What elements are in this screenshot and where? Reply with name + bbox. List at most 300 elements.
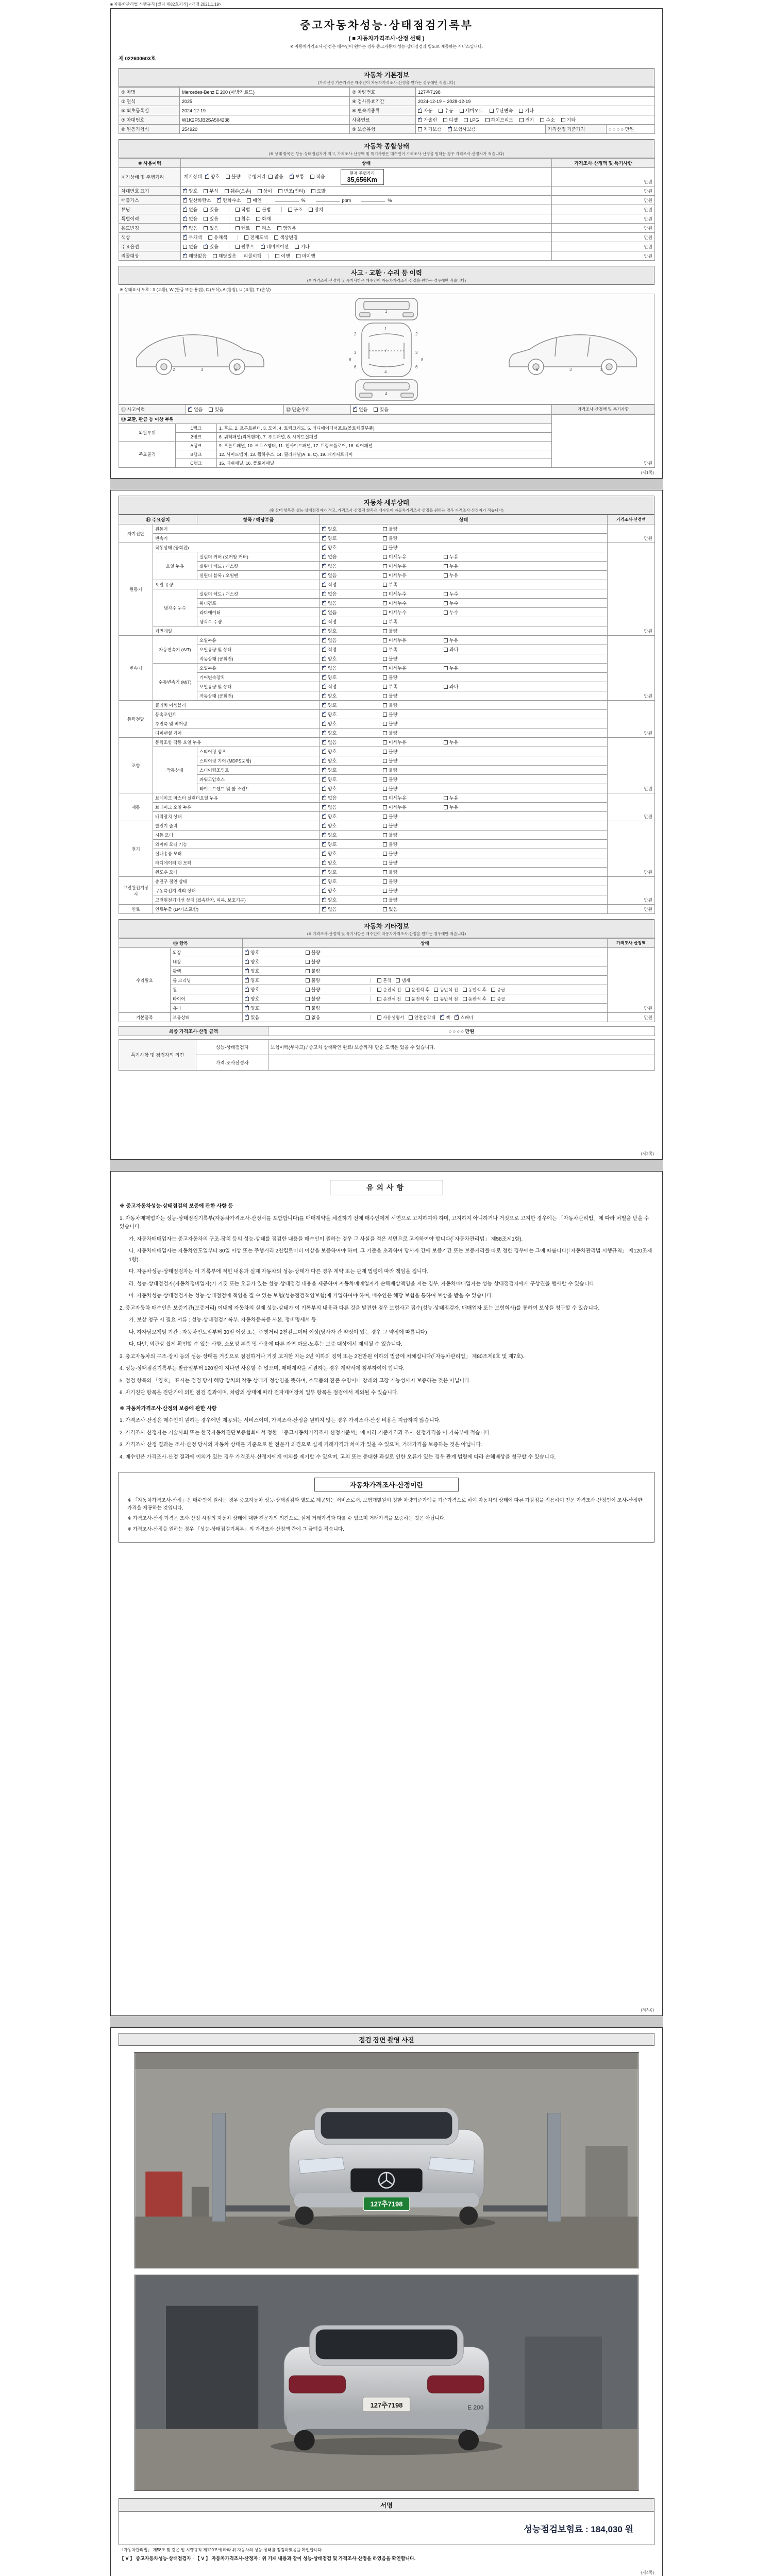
checkbox[interactable] <box>383 824 387 828</box>
checkbox[interactable] <box>322 879 326 884</box>
option-미세누유[interactable] <box>383 637 444 643</box>
option-있음[interactable] <box>204 207 218 212</box>
option-양호[interactable] <box>322 711 383 718</box>
option-운전석 후[interactable] <box>406 996 429 1002</box>
checkbox[interactable] <box>377 1015 381 1020</box>
checkbox[interactable] <box>383 722 387 726</box>
checkbox[interactable] <box>383 787 387 791</box>
checkbox[interactable] <box>322 759 326 763</box>
checkbox[interactable] <box>444 796 448 800</box>
checkbox[interactable] <box>204 208 208 212</box>
checkbox[interactable] <box>463 988 467 992</box>
option-없음[interactable] <box>322 906 383 912</box>
checkbox[interactable] <box>383 740 387 744</box>
option-없음[interactable] <box>322 553 383 560</box>
option-영업용[interactable] <box>277 226 296 231</box>
checkbox[interactable] <box>183 198 187 202</box>
checkbox[interactable] <box>322 815 326 819</box>
option-불량[interactable] <box>383 869 444 875</box>
option-누유[interactable] <box>444 553 505 560</box>
checkbox[interactable] <box>460 109 464 113</box>
option-미세누유[interactable] <box>383 739 444 745</box>
option-동반석 후[interactable] <box>463 987 486 992</box>
option-동반석 전[interactable] <box>434 996 458 1002</box>
option-리스[interactable] <box>256 226 271 231</box>
checkbox[interactable] <box>406 988 410 992</box>
option-불량[interactable] <box>383 544 444 551</box>
option-적정[interactable] <box>322 646 383 653</box>
option-침수[interactable] <box>236 216 250 222</box>
option-양호[interactable] <box>322 544 383 551</box>
checkbox[interactable] <box>322 546 326 550</box>
option-불량[interactable] <box>306 949 366 956</box>
checkbox[interactable] <box>485 118 490 122</box>
checkbox[interactable] <box>383 805 387 809</box>
checkbox[interactable] <box>418 109 422 113</box>
option-불량[interactable] <box>383 655 444 662</box>
option-전체도색[interactable] <box>244 235 268 240</box>
checkbox[interactable] <box>418 118 422 122</box>
checkbox[interactable] <box>275 254 279 258</box>
option-누수[interactable] <box>444 590 505 597</box>
checkbox[interactable] <box>383 583 387 587</box>
option-양호[interactable] <box>322 850 383 857</box>
checkbox[interactable] <box>245 960 249 964</box>
checkbox[interactable] <box>322 870 326 874</box>
blank-field[interactable] <box>316 197 340 202</box>
checkbox[interactable] <box>322 675 326 680</box>
checkbox[interactable] <box>491 997 495 1001</box>
option-자동[interactable] <box>418 108 432 113</box>
checkbox[interactable] <box>322 796 326 800</box>
checkbox[interactable] <box>245 951 249 955</box>
checkbox[interactable] <box>322 666 326 670</box>
option-불량[interactable] <box>383 535 444 541</box>
option-양호[interactable] <box>322 628 383 634</box>
checkbox[interactable] <box>519 118 524 122</box>
checkbox[interactable] <box>383 694 387 698</box>
checkbox[interactable] <box>247 198 251 202</box>
checkbox[interactable] <box>288 208 292 212</box>
checkbox[interactable] <box>306 988 310 992</box>
option-매연[interactable] <box>247 198 261 203</box>
option-무채색[interactable] <box>183 235 202 240</box>
checkbox[interactable] <box>277 226 281 230</box>
option-없음[interactable] <box>306 1014 366 1021</box>
checkbox[interactable] <box>322 638 326 642</box>
checkbox[interactable] <box>205 175 209 179</box>
option-양호[interactable] <box>245 995 306 1002</box>
checkbox[interactable] <box>383 611 387 615</box>
checkbox[interactable] <box>274 235 278 240</box>
checkbox[interactable] <box>322 750 326 754</box>
option-스패너[interactable] <box>455 1015 473 1020</box>
checkbox[interactable] <box>444 666 448 670</box>
checkbox[interactable] <box>296 254 300 258</box>
option-보통[interactable] <box>290 174 304 179</box>
checkbox[interactable] <box>204 217 208 221</box>
checkbox[interactable] <box>439 109 443 113</box>
checkbox[interactable] <box>306 978 310 982</box>
option-양호[interactable] <box>322 748 383 755</box>
checkbox[interactable] <box>383 796 387 800</box>
option-있음[interactable] <box>374 407 388 412</box>
checkbox[interactable] <box>383 777 387 782</box>
checkbox[interactable] <box>383 703 387 707</box>
checkbox[interactable] <box>374 408 378 412</box>
option-색상변경[interactable] <box>274 235 298 240</box>
checkbox[interactable] <box>322 573 326 578</box>
checkbox[interactable] <box>183 226 187 230</box>
option-불량[interactable] <box>383 702 444 708</box>
option-미세누유[interactable] <box>383 563 444 569</box>
option-누유[interactable] <box>444 804 505 810</box>
checkbox[interactable] <box>306 997 310 1001</box>
option-렌트[interactable] <box>236 226 250 231</box>
checkbox[interactable] <box>444 573 448 578</box>
option-불량[interactable] <box>306 977 366 984</box>
checkbox[interactable] <box>444 740 448 744</box>
option-누유[interactable] <box>444 563 505 569</box>
checkbox[interactable] <box>245 988 249 992</box>
checkbox[interactable] <box>306 1015 310 1020</box>
checkbox[interactable] <box>322 889 326 893</box>
checkbox[interactable] <box>383 555 387 559</box>
option-안전삼각대[interactable] <box>409 1015 435 1020</box>
option-없음[interactable] <box>322 637 383 643</box>
option-없음[interactable] <box>183 226 197 231</box>
checkbox[interactable] <box>209 408 213 412</box>
option-기타[interactable] <box>295 244 309 249</box>
checkbox[interactable] <box>322 861 326 865</box>
checkbox[interactable] <box>383 768 387 772</box>
option-없음[interactable] <box>322 794 383 801</box>
checkbox[interactable] <box>383 861 387 865</box>
option-운전석 전[interactable] <box>377 996 401 1002</box>
checkbox[interactable] <box>383 898 387 902</box>
checkbox[interactable] <box>213 254 217 258</box>
option-불량[interactable] <box>306 995 366 1002</box>
checkbox[interactable] <box>322 852 326 856</box>
checkbox[interactable] <box>245 1015 249 1020</box>
checkbox[interactable] <box>245 978 249 982</box>
checkbox[interactable] <box>444 555 448 559</box>
checkbox[interactable] <box>383 546 387 550</box>
option-양호[interactable] <box>322 767 383 773</box>
checkbox[interactable] <box>322 694 326 698</box>
checkbox[interactable] <box>306 1006 310 1010</box>
checkbox[interactable] <box>309 208 313 212</box>
option-부족[interactable] <box>383 581 444 588</box>
option-양호[interactable] <box>322 757 383 764</box>
option-미세누유[interactable] <box>383 794 444 801</box>
option-누수[interactable] <box>444 609 505 616</box>
option-탄화수소[interactable] <box>217 198 241 203</box>
checkbox[interactable] <box>226 175 230 179</box>
checkbox[interactable] <box>383 759 387 763</box>
option-불량[interactable] <box>383 526 444 532</box>
option-화재[interactable] <box>256 216 271 222</box>
option-불량[interactable] <box>383 878 444 885</box>
option-불량[interactable] <box>383 720 444 727</box>
checkbox[interactable] <box>322 777 326 782</box>
option-불량[interactable] <box>383 822 444 829</box>
option-양호[interactable] <box>322 859 383 866</box>
option-양호[interactable] <box>322 730 383 736</box>
option-양호[interactable] <box>245 958 306 965</box>
checkbox[interactable] <box>383 648 387 652</box>
checkbox[interactable] <box>322 842 326 846</box>
checkbox[interactable] <box>217 198 221 202</box>
option-양호[interactable] <box>322 720 383 727</box>
checkbox[interactable] <box>463 997 467 1001</box>
checkbox[interactable] <box>306 960 310 964</box>
option-상이[interactable] <box>258 189 272 194</box>
checkbox[interactable] <box>268 175 273 179</box>
option-미세누수[interactable] <box>383 590 444 597</box>
option-동반석 전[interactable] <box>434 987 458 992</box>
checkbox[interactable] <box>225 189 229 193</box>
checkbox[interactable] <box>183 208 187 212</box>
checkbox[interactable] <box>464 118 468 122</box>
checkbox[interactable] <box>322 685 326 689</box>
checkbox[interactable] <box>519 109 523 113</box>
option-불량[interactable] <box>383 748 444 755</box>
checkbox[interactable] <box>322 703 326 707</box>
checkbox[interactable] <box>383 657 387 661</box>
checkbox[interactable] <box>444 611 448 615</box>
checkbox[interactable] <box>434 997 438 1001</box>
option-양호[interactable] <box>322 535 383 541</box>
checkbox[interactable] <box>322 768 326 772</box>
option-세미오토[interactable] <box>460 108 483 113</box>
checkbox[interactable] <box>383 833 387 837</box>
option-네비게이션[interactable] <box>261 244 289 249</box>
checkbox[interactable] <box>322 722 326 726</box>
option-양호[interactable] <box>322 869 383 875</box>
checkbox[interactable] <box>353 408 357 412</box>
option-불량[interactable] <box>383 887 444 894</box>
checkbox[interactable] <box>204 226 208 230</box>
blank-field[interactable] <box>275 197 299 202</box>
option-기타[interactable] <box>561 117 576 123</box>
option-가솔린[interactable] <box>418 117 437 123</box>
option-부식[interactable] <box>204 189 218 194</box>
checkbox[interactable] <box>310 175 314 179</box>
checkbox[interactable] <box>455 1015 459 1020</box>
checkbox[interactable] <box>383 573 387 578</box>
checkbox[interactable] <box>383 592 387 596</box>
option-보험사보증[interactable] <box>448 127 476 132</box>
checkbox[interactable] <box>322 648 326 652</box>
option-이행[interactable] <box>275 253 290 259</box>
option-양호[interactable] <box>322 692 383 699</box>
checkbox[interactable] <box>322 740 326 744</box>
option-일산화탄소[interactable] <box>183 198 211 203</box>
option-없음[interactable] <box>322 590 383 597</box>
option-응급[interactable] <box>491 987 505 992</box>
option-적정[interactable] <box>322 618 383 625</box>
option-과다[interactable] <box>444 646 505 653</box>
option-많음[interactable] <box>268 174 283 179</box>
option-양호[interactable] <box>322 702 383 708</box>
option-양호[interactable] <box>245 1005 306 1011</box>
option-있음[interactable] <box>209 407 223 412</box>
option-불량[interactable] <box>383 859 444 866</box>
checkbox[interactable] <box>383 536 387 540</box>
option-불량[interactable] <box>383 757 444 764</box>
option-냄새[interactable] <box>396 978 410 983</box>
checkbox[interactable] <box>256 226 260 230</box>
option-해당없음[interactable] <box>183 253 207 259</box>
option-흔적[interactable] <box>377 978 391 983</box>
option-있음[interactable] <box>383 906 444 912</box>
checkbox[interactable] <box>383 842 387 846</box>
option-없음[interactable] <box>183 244 197 249</box>
checkbox[interactable] <box>377 978 381 982</box>
option-적정[interactable] <box>322 581 383 588</box>
option-미세누유[interactable] <box>383 665 444 671</box>
option-도말[interactable] <box>311 189 326 194</box>
option-있음[interactable] <box>204 244 218 249</box>
checkbox[interactable] <box>245 969 249 973</box>
blank-field[interactable] <box>361 197 385 202</box>
checkbox[interactable] <box>444 685 448 689</box>
option-미이행[interactable] <box>296 253 315 259</box>
option-없음[interactable] <box>322 600 383 606</box>
checkbox[interactable] <box>183 245 187 249</box>
checkbox[interactable] <box>322 787 326 791</box>
checkbox[interactable] <box>377 997 381 1001</box>
option-양호[interactable] <box>205 174 220 179</box>
checkbox[interactable] <box>244 235 248 240</box>
option-미세누유[interactable] <box>383 804 444 810</box>
option-기타[interactable] <box>519 108 533 113</box>
checkbox[interactable] <box>448 127 452 131</box>
checkbox[interactable] <box>306 951 310 955</box>
checkbox[interactable] <box>322 833 326 837</box>
checkbox[interactable] <box>383 685 387 689</box>
option-양호[interactable] <box>322 841 383 848</box>
checkbox[interactable] <box>322 536 326 540</box>
option-없음[interactable] <box>183 207 197 212</box>
checkbox[interactable] <box>444 564 448 568</box>
checkbox[interactable] <box>183 189 187 193</box>
option-과다[interactable] <box>444 683 505 690</box>
option-LPG[interactable] <box>464 117 479 123</box>
option-미세누유[interactable] <box>383 572 444 579</box>
option-불량[interactable] <box>383 832 444 838</box>
checkbox[interactable] <box>236 245 240 249</box>
option-누유[interactable] <box>444 794 505 801</box>
option-양호[interactable] <box>322 655 383 662</box>
option-불량[interactable] <box>383 776 444 783</box>
checkbox[interactable] <box>434 988 438 992</box>
checkbox[interactable] <box>322 907 326 911</box>
option-없음[interactable] <box>353 407 367 412</box>
checkbox[interactable] <box>396 978 400 982</box>
option-없음[interactable] <box>322 563 383 569</box>
checkbox[interactable] <box>322 620 326 624</box>
option-구조[interactable] <box>288 207 303 212</box>
option-없음[interactable] <box>322 665 383 671</box>
checkbox[interactable] <box>383 620 387 624</box>
checkbox[interactable] <box>306 969 310 973</box>
option-운전석 후[interactable] <box>406 987 429 992</box>
option-부족[interactable] <box>383 618 444 625</box>
checkbox[interactable] <box>322 583 326 587</box>
option-양호[interactable] <box>322 832 383 838</box>
option-없음[interactable] <box>183 216 197 222</box>
option-적음[interactable] <box>310 174 325 179</box>
option-불량[interactable] <box>383 767 444 773</box>
checkbox[interactable] <box>377 988 381 992</box>
checkbox[interactable] <box>183 235 187 240</box>
option-불량[interactable] <box>383 711 444 718</box>
option-미세누유[interactable] <box>383 553 444 560</box>
option-유채색[interactable] <box>208 235 227 240</box>
checkbox[interactable] <box>322 564 326 568</box>
option-양호[interactable] <box>245 968 306 974</box>
option-없음[interactable] <box>188 407 203 412</box>
checkbox[interactable] <box>443 118 447 122</box>
checkbox[interactable] <box>440 1015 444 1020</box>
option-불량[interactable] <box>383 785 444 792</box>
checkbox[interactable] <box>383 713 387 717</box>
checkbox[interactable] <box>236 217 240 221</box>
option-불량[interactable] <box>383 730 444 736</box>
option-누수[interactable] <box>444 600 505 606</box>
option-사용설명서[interactable] <box>377 1015 404 1020</box>
option-수동[interactable] <box>439 108 453 113</box>
option-있음[interactable] <box>245 1014 306 1021</box>
option-부족[interactable] <box>383 683 444 690</box>
option-동반석 후[interactable] <box>463 996 486 1002</box>
checkbox[interactable] <box>383 907 387 911</box>
checkbox[interactable] <box>322 611 326 615</box>
option-양호[interactable] <box>322 813 383 820</box>
checkbox[interactable] <box>183 254 187 258</box>
option-없음[interactable] <box>322 572 383 579</box>
option-잭[interactable] <box>440 1015 450 1020</box>
option-부족[interactable] <box>383 646 444 653</box>
option-미세누수[interactable] <box>383 609 444 616</box>
option-불량[interactable] <box>383 896 444 903</box>
checkbox[interactable] <box>183 217 187 221</box>
option-불량[interactable] <box>306 1005 366 1011</box>
option-양호[interactable] <box>322 776 383 783</box>
option-양호[interactable] <box>322 822 383 829</box>
checkbox[interactable] <box>383 629 387 633</box>
checkbox[interactable] <box>406 997 410 1001</box>
option-없음[interactable] <box>322 739 383 745</box>
checkbox[interactable] <box>383 889 387 893</box>
checkbox[interactable] <box>188 408 192 412</box>
option-양호[interactable] <box>322 674 383 681</box>
checkbox[interactable] <box>236 226 240 230</box>
option-운전석 전[interactable] <box>377 987 401 992</box>
option-누유[interactable] <box>444 572 505 579</box>
checkbox[interactable] <box>383 564 387 568</box>
checkbox[interactable] <box>256 208 260 212</box>
checkbox[interactable] <box>290 175 294 179</box>
option-불법[interactable] <box>256 207 271 212</box>
option-하이브리드[interactable] <box>485 117 513 123</box>
option-없음[interactable] <box>322 804 383 810</box>
option-누유[interactable] <box>444 739 505 745</box>
checkbox[interactable] <box>383 870 387 874</box>
checkbox[interactable] <box>204 245 208 249</box>
